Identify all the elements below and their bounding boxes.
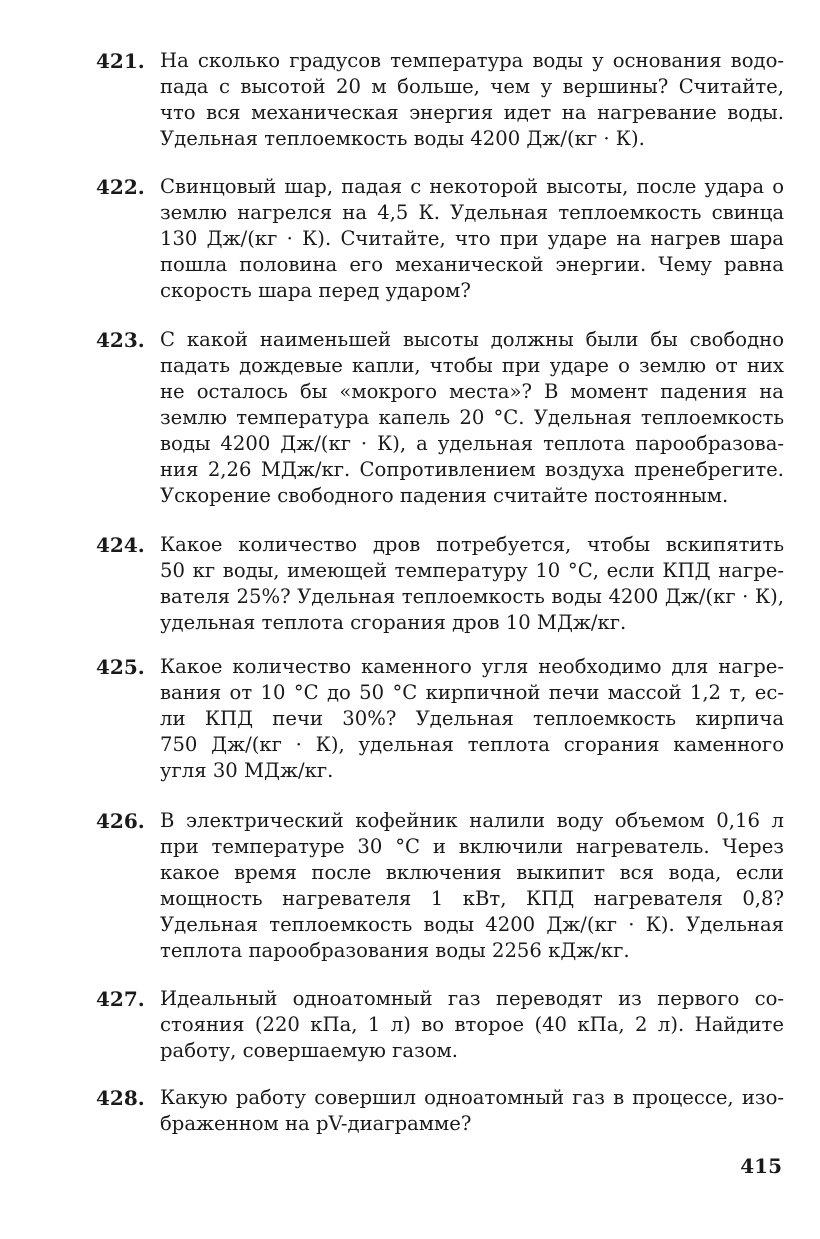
text-line: Какую работу совершил одноатомный газ в процессе, изо- xyxy=(160,1086,784,1109)
problem-text xyxy=(160,532,784,636)
problem-number: 422. xyxy=(96,175,145,199)
text-line: землю температура капель 20 °С. Удельная теплоемкость xyxy=(160,406,784,429)
text-line: браженном на pV-диаграмме? xyxy=(160,1112,472,1135)
text-line: землю нагрелся на 4,5 К. Удельная теплоемкость свинца xyxy=(160,201,784,224)
text-line: что вся механическая энергия идет на нагревание воды. xyxy=(160,101,784,124)
text-line: пошла половина его механической энергии. Чему равна xyxy=(160,253,784,276)
problem-number: 421. xyxy=(96,49,145,73)
text-line: В электрический кофейник налили воду объемом 0,16 л xyxy=(160,809,784,832)
problem-number: 428. xyxy=(96,1086,145,1110)
problem-text xyxy=(160,654,784,784)
problem-text xyxy=(160,808,784,964)
text-line: пада с высотой 20 м больше, чем у вершины? Считайте, xyxy=(160,75,784,98)
problem-text xyxy=(160,1085,784,1137)
text-line: С какой наименьшей высоты должны были бы свободно xyxy=(160,328,784,351)
problem-text xyxy=(160,48,784,152)
text-line: работу, совершаемую газом. xyxy=(160,1039,459,1062)
text-line: скорость шара перед ударом? xyxy=(160,279,471,302)
text-line: Какое количество каменного угля необходимо для нагре- xyxy=(160,655,784,678)
text-line: стояния (220 кПа, 1 л) во второе (40 кПа, 2 л). Найдите xyxy=(160,1013,784,1036)
text-line: вателя 25%? Удельная теплоемкость воды 4200 Дж/(кг · К), xyxy=(160,585,784,608)
page-number: 415 xyxy=(740,1154,782,1178)
text-line: 130 Дж/(кг · К). Считайте, что при ударе на нагрев шара xyxy=(160,227,784,250)
text-line: мощность нагревателя 1 кВт, КПД нагревателя 0,8? xyxy=(160,887,784,910)
problem-number: 427. xyxy=(96,987,145,1011)
text-line: угля 30 МДж/кг. xyxy=(160,759,334,782)
text-line: Удельная теплоемкость воды 4200 Дж/(кг · К). Удельная xyxy=(160,913,784,936)
text-line: Ускорение свободного падения считайте постоянным. xyxy=(160,484,729,507)
problem-number: 426. xyxy=(96,809,145,833)
text-line: вания от 10 °С до 50 °С кирпичной печи массой 1,2 т, ес- xyxy=(160,681,784,704)
text-line: не осталось бы «мокрого места»? В момент падения на xyxy=(160,380,784,403)
problem-number: 425. xyxy=(96,655,145,679)
problem-number: 424. xyxy=(96,533,145,557)
text-line: при температуре 30 °С и включили нагреватель. Через xyxy=(160,835,784,858)
text-line: падать дождевые капли, чтобы при ударе о землю от них xyxy=(160,354,784,377)
text-line: Идеальный одноатомный газ переводят из первого со- xyxy=(160,987,784,1010)
text-line: Удельная теплоемкость воды 4200 Дж/(кг · К). xyxy=(160,127,645,150)
text-line: ния 2,26 МДж/кг. Сопротивлением воздуха пренебрегите. xyxy=(160,458,784,481)
problem-text xyxy=(160,986,784,1064)
problem-text xyxy=(160,174,784,304)
problem-text xyxy=(160,327,784,509)
text-line: Свинцовый шар, падая с некоторой высоты, после удара о xyxy=(160,175,784,198)
text-line: какое время после включения выкипит вся вода, если xyxy=(160,861,784,884)
text-line: 750 Дж/(кг · К), удельная теплота сгорания каменного xyxy=(160,733,784,756)
text-line: воды 4200 Дж/(кг · К), а удельная теплота парообразова- xyxy=(160,432,784,455)
text-line: удельная теплота сгорания дров 10 МДж/кг. xyxy=(160,611,627,634)
text-line: теплота парообразования воды 2256 кДж/кг. xyxy=(160,939,630,962)
text-line: 50 кг воды, имеющей температуру 10 °С, если КПД нагре- xyxy=(160,559,784,582)
text-line: На сколько градусов температура воды у основания водо- xyxy=(160,49,784,72)
text-line: Какое количество дров потребуется, чтобы вскипятить xyxy=(160,533,784,556)
text-line: ли КПД печи 30%? Удельная теплоемкость кирпича xyxy=(160,707,784,730)
problem-number: 423. xyxy=(96,328,145,352)
